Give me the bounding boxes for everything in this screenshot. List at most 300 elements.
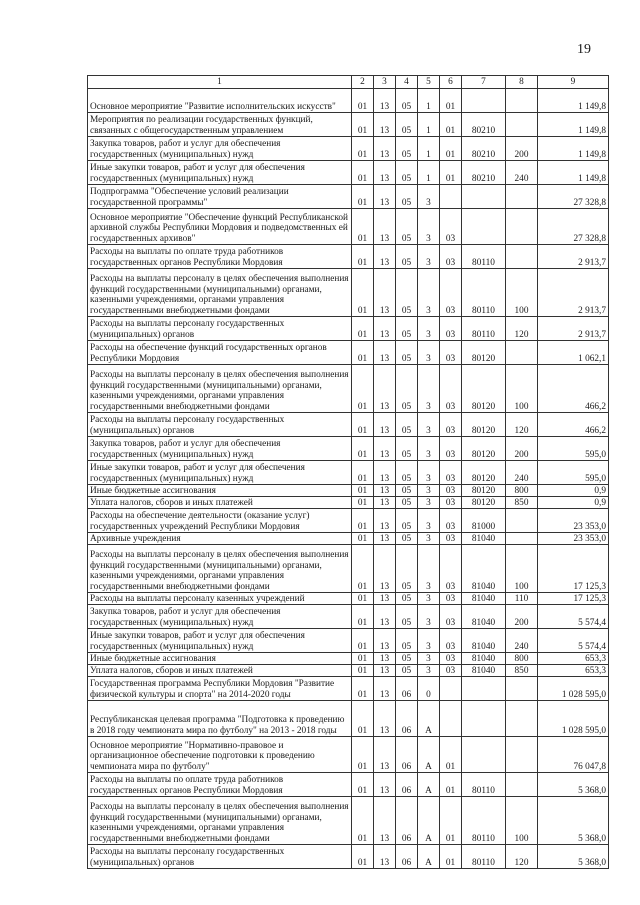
description-cell: Расходы на обеспечение деятельности (оказание услуг) государственных учреждений Республики Мордовия	[88, 509, 352, 533]
code-cell: 3	[418, 653, 440, 665]
code-cell	[440, 701, 462, 737]
code-cell	[462, 737, 506, 773]
code-cell: 13	[374, 461, 396, 485]
code-cell: 13	[374, 605, 396, 629]
code-cell: 13	[374, 509, 396, 533]
table-row	[88, 677, 609, 701]
code-cell: 01	[352, 497, 374, 509]
code-cell: 05	[396, 545, 418, 593]
description-cell: Уплата налогов, сборов и иных платежей	[88, 497, 352, 509]
code-cell: 06	[396, 845, 418, 869]
code-cell: 200	[506, 605, 538, 629]
code-cell: 3	[418, 533, 440, 545]
code-cell: 05	[396, 113, 418, 137]
code-cell: 03	[440, 317, 462, 341]
code-cell	[506, 773, 538, 797]
code-cell: 05	[396, 461, 418, 485]
description-cell: Расходы на выплаты персоналу в целях обеспечения выполнения функций государственными (муниципальными) органами, казенными учреждениями, органами управления государственными внебюджетными фондами	[88, 797, 352, 845]
header-cell: 2	[352, 76, 374, 89]
code-cell: 05	[396, 365, 418, 413]
code-cell: 06	[396, 797, 418, 845]
description-cell: Расходы на выплаты персоналу в целях обеспечения выполнения функций государственными (муниципальными) органами, казенными учреждениями, органами управления государственными внебюджетными фондами	[88, 269, 352, 317]
table-row	[88, 137, 609, 161]
amount-cell: 1 149,8	[538, 161, 609, 185]
code-cell: 05	[396, 629, 418, 653]
code-cell: 01	[352, 545, 374, 593]
code-cell: 01	[352, 629, 374, 653]
code-cell	[462, 89, 506, 113]
amount-cell: 5 574,4	[538, 605, 609, 629]
code-cell: 1	[418, 113, 440, 137]
table-row	[88, 545, 609, 593]
code-cell: 80120	[462, 413, 506, 437]
budget-table	[87, 75, 609, 869]
table-row	[88, 185, 609, 209]
code-cell: 05	[396, 533, 418, 545]
code-cell: 03	[440, 509, 462, 533]
code-cell: А	[418, 773, 440, 797]
description-cell: Основное мероприятие "Нормативно-правовое и организационное обеспечение подготовки к проведению чемпионата мира по футболу"	[88, 737, 352, 773]
amount-cell: 653,3	[538, 653, 609, 665]
amount-cell: 1 149,8	[538, 137, 609, 161]
description-cell: Расходы на выплаты персоналу государственных (муниципальных) органов	[88, 845, 352, 869]
code-cell	[506, 209, 538, 245]
code-cell: 03	[440, 545, 462, 593]
table-row	[88, 845, 609, 869]
amount-cell: 23 353,0	[538, 533, 609, 545]
code-cell: 01	[352, 605, 374, 629]
code-cell: 01	[440, 89, 462, 113]
code-cell: 06	[396, 677, 418, 701]
description-cell: Расходы на выплаты персоналу казенных учреждений	[88, 593, 352, 605]
header-cell: 6	[440, 76, 462, 89]
code-cell: 01	[352, 845, 374, 869]
code-cell: 03	[440, 461, 462, 485]
code-cell: 81040	[462, 545, 506, 593]
code-cell: 80120	[462, 341, 506, 365]
header-cell: 5	[418, 76, 440, 89]
description-cell: Расходы на выплаты персоналу государственных (муниципальных) органов	[88, 413, 352, 437]
code-cell: 05	[396, 653, 418, 665]
code-cell	[506, 341, 538, 365]
table-row	[88, 341, 609, 365]
description-cell: Иные закупки товаров, работ и услуг для обеспечения государственных (муниципальных) нужд	[88, 461, 352, 485]
table-row	[88, 245, 609, 269]
code-cell: 13	[374, 773, 396, 797]
code-cell: 120	[506, 845, 538, 869]
description-cell: Расходы на выплаты персоналу государственных (муниципальных) органов	[88, 317, 352, 341]
code-cell	[506, 677, 538, 701]
code-cell: 13	[374, 593, 396, 605]
code-cell: 01	[440, 161, 462, 185]
code-cell: 13	[374, 413, 396, 437]
code-cell: 01	[352, 317, 374, 341]
code-cell: 81040	[462, 605, 506, 629]
code-cell: 80110	[462, 245, 506, 269]
code-cell: 80210	[462, 137, 506, 161]
code-cell: 80120	[462, 437, 506, 461]
code-cell: 80120	[462, 461, 506, 485]
code-cell: 13	[374, 629, 396, 653]
code-cell: 0	[418, 677, 440, 701]
code-cell: 240	[506, 461, 538, 485]
code-cell: А	[418, 701, 440, 737]
code-cell: 100	[506, 269, 538, 317]
code-cell: 13	[374, 677, 396, 701]
amount-cell: 1 149,8	[538, 113, 609, 137]
page-number: 19	[577, 42, 591, 57]
code-cell: 05	[396, 185, 418, 209]
code-cell: 01	[352, 161, 374, 185]
code-cell: 3	[418, 605, 440, 629]
amount-cell: 27 328,8	[538, 185, 609, 209]
code-cell: 03	[440, 341, 462, 365]
code-cell: 13	[374, 341, 396, 365]
description-cell: Архивные учреждения	[88, 533, 352, 545]
table-body	[88, 89, 609, 869]
code-cell: 03	[440, 209, 462, 245]
code-cell: 80110	[462, 269, 506, 317]
header-cell: 7	[462, 76, 506, 89]
code-cell: 05	[396, 245, 418, 269]
code-cell: 05	[396, 269, 418, 317]
code-cell	[506, 89, 538, 113]
description-cell: Подпрограмма "Обеспечение условий реализации государственной программы"	[88, 185, 352, 209]
code-cell: 01	[440, 773, 462, 797]
code-cell: 05	[396, 317, 418, 341]
code-cell: 01	[352, 737, 374, 773]
code-cell: 800	[506, 653, 538, 665]
amount-cell: 1 149,8	[538, 89, 609, 113]
table-row	[88, 269, 609, 317]
code-cell: 06	[396, 737, 418, 773]
amount-cell: 466,2	[538, 413, 609, 437]
amount-cell: 653,3	[538, 665, 609, 677]
code-cell: 3	[418, 209, 440, 245]
code-cell	[462, 701, 506, 737]
code-cell: 240	[506, 161, 538, 185]
code-cell: 01	[352, 485, 374, 497]
description-cell: Государственная программа Республики Мордовия "Развитие физической культуры и спорта" на 2014-2020 годы	[88, 677, 352, 701]
amount-cell: 5 574,4	[538, 629, 609, 653]
code-cell: 03	[440, 665, 462, 677]
code-cell: 01	[352, 245, 374, 269]
code-cell	[440, 185, 462, 209]
code-cell: 200	[506, 137, 538, 161]
code-cell: 01	[440, 137, 462, 161]
code-cell: 13	[374, 665, 396, 677]
code-cell: 05	[396, 341, 418, 365]
code-cell: 05	[396, 593, 418, 605]
code-cell: 80110	[462, 845, 506, 869]
code-cell: 01	[440, 113, 462, 137]
description-cell: Основное мероприятие "Развитие исполнительских искусств"	[88, 89, 352, 113]
code-cell	[506, 701, 538, 737]
description-cell: Основное мероприятие "Обеспечение функций Республиканской архивной службы Республики Мордовия и подведомственных ей государственных архивов"	[88, 209, 352, 245]
code-cell: 05	[396, 137, 418, 161]
code-cell: 05	[396, 665, 418, 677]
code-cell: 06	[396, 773, 418, 797]
code-cell: 13	[374, 845, 396, 869]
amount-cell: 0,9	[538, 485, 609, 497]
code-cell: 03	[440, 365, 462, 413]
code-cell: 03	[440, 605, 462, 629]
header-cell: 3	[374, 76, 396, 89]
code-cell: 13	[374, 161, 396, 185]
table-row	[88, 509, 609, 533]
code-cell: 01	[352, 185, 374, 209]
code-cell: 81040	[462, 629, 506, 653]
description-cell: Уплата налогов, сборов и иных платежей	[88, 665, 352, 677]
code-cell: 13	[374, 737, 396, 773]
table-row	[88, 629, 609, 653]
code-cell: 01	[352, 533, 374, 545]
table-row	[88, 161, 609, 185]
code-cell	[506, 509, 538, 533]
amount-cell: 17 125,3	[538, 545, 609, 593]
code-cell: 3	[418, 365, 440, 413]
description-cell: Республиканская целевая программа "Подготовка к проведению в 2018 году чемпионата мира по футболу" на 2013 - 2018 годы	[88, 701, 352, 737]
code-cell	[506, 245, 538, 269]
code-cell: 13	[374, 701, 396, 737]
code-cell: 81040	[462, 665, 506, 677]
header-cell: 4	[396, 76, 418, 89]
code-cell: 01	[352, 341, 374, 365]
code-cell: 1	[418, 161, 440, 185]
code-cell: 01	[352, 797, 374, 845]
code-cell: 3	[418, 485, 440, 497]
code-cell: 03	[440, 533, 462, 545]
code-cell: А	[418, 845, 440, 869]
code-cell: 01	[352, 437, 374, 461]
code-cell: 01	[352, 653, 374, 665]
amount-cell: 5 368,0	[538, 797, 609, 845]
table-row	[88, 593, 609, 605]
code-cell: 05	[396, 413, 418, 437]
code-cell: 80120	[462, 485, 506, 497]
code-cell: 01	[440, 845, 462, 869]
table-row	[88, 797, 609, 845]
code-cell: 01	[352, 209, 374, 245]
description-cell: Иные закупки товаров, работ и услуг для обеспечения государственных (муниципальных) нужд	[88, 629, 352, 653]
code-cell: 01	[352, 701, 374, 737]
code-cell	[506, 737, 538, 773]
code-cell: 13	[374, 209, 396, 245]
code-cell: 03	[440, 593, 462, 605]
amount-cell: 76 047,8	[538, 737, 609, 773]
amount-cell: 17 125,3	[538, 593, 609, 605]
amount-cell: 5 368,0	[538, 845, 609, 869]
code-cell: 80110	[462, 773, 506, 797]
code-cell: 120	[506, 413, 538, 437]
code-cell: 01	[352, 113, 374, 137]
header-cell: 8	[506, 76, 538, 89]
amount-cell: 1 028 595,0	[538, 701, 609, 737]
table-row	[88, 113, 609, 137]
code-cell: 3	[418, 269, 440, 317]
description-cell: Иные бюджетные ассигнования	[88, 653, 352, 665]
code-cell: 05	[396, 437, 418, 461]
code-cell: 01	[352, 89, 374, 113]
code-cell: 05	[396, 209, 418, 245]
code-cell: 3	[418, 509, 440, 533]
code-cell: 05	[396, 89, 418, 113]
code-cell	[506, 533, 538, 545]
table-row	[88, 737, 609, 773]
header-cell: 1	[88, 76, 352, 89]
amount-cell: 2 913,7	[538, 317, 609, 341]
table-row	[88, 605, 609, 629]
code-cell: 3	[418, 413, 440, 437]
code-cell: 01	[440, 797, 462, 845]
code-cell: 13	[374, 485, 396, 497]
code-cell: 3	[418, 545, 440, 593]
code-cell: 13	[374, 269, 396, 317]
code-cell	[506, 185, 538, 209]
amount-cell: 23 353,0	[538, 509, 609, 533]
table-header-row	[88, 76, 609, 89]
code-cell: 13	[374, 653, 396, 665]
code-cell: 100	[506, 365, 538, 413]
amount-cell: 2 913,7	[538, 269, 609, 317]
code-cell: 13	[374, 113, 396, 137]
code-cell: 3	[418, 437, 440, 461]
header-cell: 9	[538, 76, 609, 89]
description-cell: Расходы на выплаты по оплате труда работников государственных органов Республики Мордовия	[88, 773, 352, 797]
amount-cell: 595,0	[538, 437, 609, 461]
code-cell: 800	[506, 485, 538, 497]
code-cell: 01	[352, 593, 374, 605]
description-cell: Мероприятия по реализации государственных функций, связанных с общегосударственным управлением	[88, 113, 352, 137]
code-cell: 850	[506, 665, 538, 677]
code-cell: 05	[396, 497, 418, 509]
amount-cell: 27 328,8	[538, 209, 609, 245]
code-cell	[462, 677, 506, 701]
code-cell: 13	[374, 797, 396, 845]
code-cell	[440, 677, 462, 701]
code-cell: 80210	[462, 113, 506, 137]
code-cell: А	[418, 737, 440, 773]
code-cell: 03	[440, 653, 462, 665]
code-cell: 850	[506, 497, 538, 509]
code-cell: 13	[374, 533, 396, 545]
code-cell: 1	[418, 137, 440, 161]
code-cell: 1	[418, 89, 440, 113]
code-cell: 13	[374, 245, 396, 269]
code-cell: 05	[396, 509, 418, 533]
code-cell: 80120	[462, 365, 506, 413]
table-row	[88, 209, 609, 245]
code-cell: 01	[352, 269, 374, 317]
code-cell: 3	[418, 461, 440, 485]
code-cell: 01	[352, 365, 374, 413]
code-cell: 13	[374, 89, 396, 113]
code-cell: 100	[506, 797, 538, 845]
code-cell: 03	[440, 413, 462, 437]
code-cell: 01	[352, 773, 374, 797]
code-cell	[462, 185, 506, 209]
code-cell: 81040	[462, 653, 506, 665]
code-cell: 01	[352, 665, 374, 677]
code-cell: 3	[418, 665, 440, 677]
code-cell: 13	[374, 545, 396, 593]
code-cell: 13	[374, 185, 396, 209]
code-cell: 100	[506, 545, 538, 593]
code-cell: 05	[396, 605, 418, 629]
table-row	[88, 533, 609, 545]
amount-cell: 5 368,0	[538, 773, 609, 797]
code-cell: 110	[506, 593, 538, 605]
code-cell: 3	[418, 245, 440, 269]
table-row	[88, 773, 609, 797]
code-cell: 13	[374, 137, 396, 161]
table-row	[88, 497, 609, 509]
code-cell: 80210	[462, 161, 506, 185]
description-cell: Закупка товаров, работ и услуг для обеспечения государственных (муниципальных) нужд	[88, 605, 352, 629]
code-cell: 03	[440, 485, 462, 497]
code-cell: 03	[440, 269, 462, 317]
code-cell	[462, 209, 506, 245]
code-cell: 120	[506, 317, 538, 341]
table-row	[88, 701, 609, 737]
table-row	[88, 485, 609, 497]
table-row	[88, 437, 609, 461]
description-cell: Иные закупки товаров, работ и услуг для обеспечения государственных (муниципальных) нужд	[88, 161, 352, 185]
code-cell: 03	[440, 629, 462, 653]
code-cell: 13	[374, 497, 396, 509]
code-cell: 01	[352, 413, 374, 437]
code-cell: 06	[396, 701, 418, 737]
table-row	[88, 653, 609, 665]
code-cell: 03	[440, 245, 462, 269]
code-cell: 80110	[462, 797, 506, 845]
table-row	[88, 413, 609, 437]
code-cell: 80120	[462, 497, 506, 509]
amount-cell: 466,2	[538, 365, 609, 413]
code-cell: 3	[418, 341, 440, 365]
code-cell: 03	[440, 497, 462, 509]
table-row	[88, 89, 609, 113]
table-row	[88, 665, 609, 677]
code-cell: 01	[352, 137, 374, 161]
table-row	[88, 365, 609, 413]
amount-cell: 595,0	[538, 461, 609, 485]
description-cell: Закупка товаров, работ и услуг для обеспечения государственных (муниципальных) нужд	[88, 137, 352, 161]
code-cell: 240	[506, 629, 538, 653]
amount-cell: 0,9	[538, 497, 609, 509]
table-row	[88, 317, 609, 341]
description-cell: Расходы на выплаты персоналу в целях обеспечения выполнения функций государственными (муниципальными) органами, казенными учреждениями, органами управления государственными внебюджетными фондами	[88, 365, 352, 413]
code-cell: 05	[396, 485, 418, 497]
code-cell: 01	[440, 737, 462, 773]
code-cell: 05	[396, 161, 418, 185]
code-cell: 01	[352, 461, 374, 485]
code-cell: 13	[374, 437, 396, 461]
table-row	[88, 461, 609, 485]
code-cell: 81040	[462, 533, 506, 545]
code-cell: 13	[374, 317, 396, 341]
amount-cell: 2 913,7	[538, 245, 609, 269]
description-cell: Закупка товаров, работ и услуг для обеспечения государственных (муниципальных) нужд	[88, 437, 352, 461]
code-cell: 13	[374, 365, 396, 413]
description-cell: Иные бюджетные ассигнования	[88, 485, 352, 497]
code-cell: 03	[440, 437, 462, 461]
code-cell: 3	[418, 497, 440, 509]
amount-cell: 1 028 595,0	[538, 677, 609, 701]
amount-cell: 1 062,1	[538, 341, 609, 365]
description-cell: Расходы на выплаты персоналу в целях обеспечения выполнения функций государственными (муниципальными) органами, казенными учреждениями, органами управления государственными внебюджетными фондами	[88, 545, 352, 593]
code-cell: 3	[418, 593, 440, 605]
